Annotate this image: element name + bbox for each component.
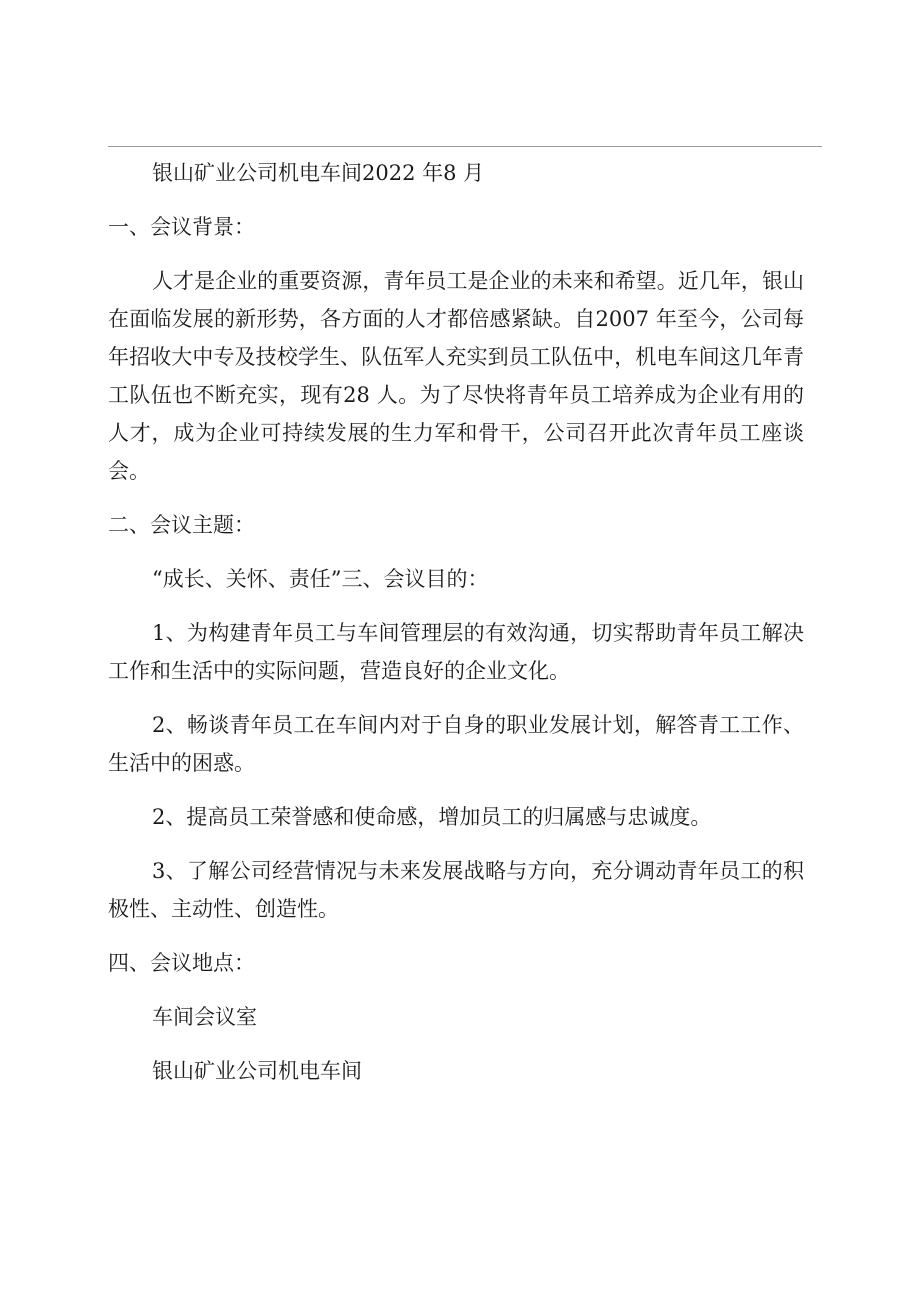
purpose-item-4: 3、了解公司经营情况与未来发展战略与方向，充分调动青年员工的积极性、主动性、创造性。 bbox=[108, 859, 804, 921]
background-paragraph: 人才是企业的重要资源，青年员工是企业的未来和希望。近几年，银山在面临发展的新形势，各方面的人才都倍感紧缺。自2007 年至今，公司每年招收大中专及技校学生、队伍军人充实到员工队伍中，机电车间这几年青工队伍也不断充实，现有28 人。为了尽快将青年员工培养成为企业有用的人才，成为企业可持续发展的生力军和骨干，公司召开此次青年员工座谈会。 bbox=[108, 269, 804, 483]
location-text: 车间会议室 bbox=[152, 1005, 257, 1029]
organizer-text: 银山矿业公司机电车间 bbox=[152, 1059, 362, 1083]
theme-paragraph: “成长、关怀、责任”三、会议目的： bbox=[152, 567, 489, 591]
section-heading-location: 四、会议地点： bbox=[108, 951, 255, 975]
purpose-item-2: 2、畅谈青年员工在车间内对于自身的职业发展计划，解答青工工作、生活中的困惑。 bbox=[108, 713, 804, 775]
document-body bbox=[108, 154, 804, 1090]
header-line: 银山矿业公司机电车间2022 年8 月 bbox=[152, 161, 485, 185]
purpose-item-3: 2、提高员工荣誉感和使命感，增加员工的归属感与忠诚度。 bbox=[152, 805, 712, 829]
header-rule bbox=[108, 146, 822, 147]
section-heading-background: 一、会议背景： bbox=[108, 215, 255, 239]
section-heading-theme: 二、会议主题： bbox=[108, 513, 255, 537]
purpose-item-1: 1、为构建青年员工与车间管理层的有效沟通，切实帮助青年员工解决工作和生活中的实际问题，营造良好的企业文化。 bbox=[108, 621, 804, 683]
